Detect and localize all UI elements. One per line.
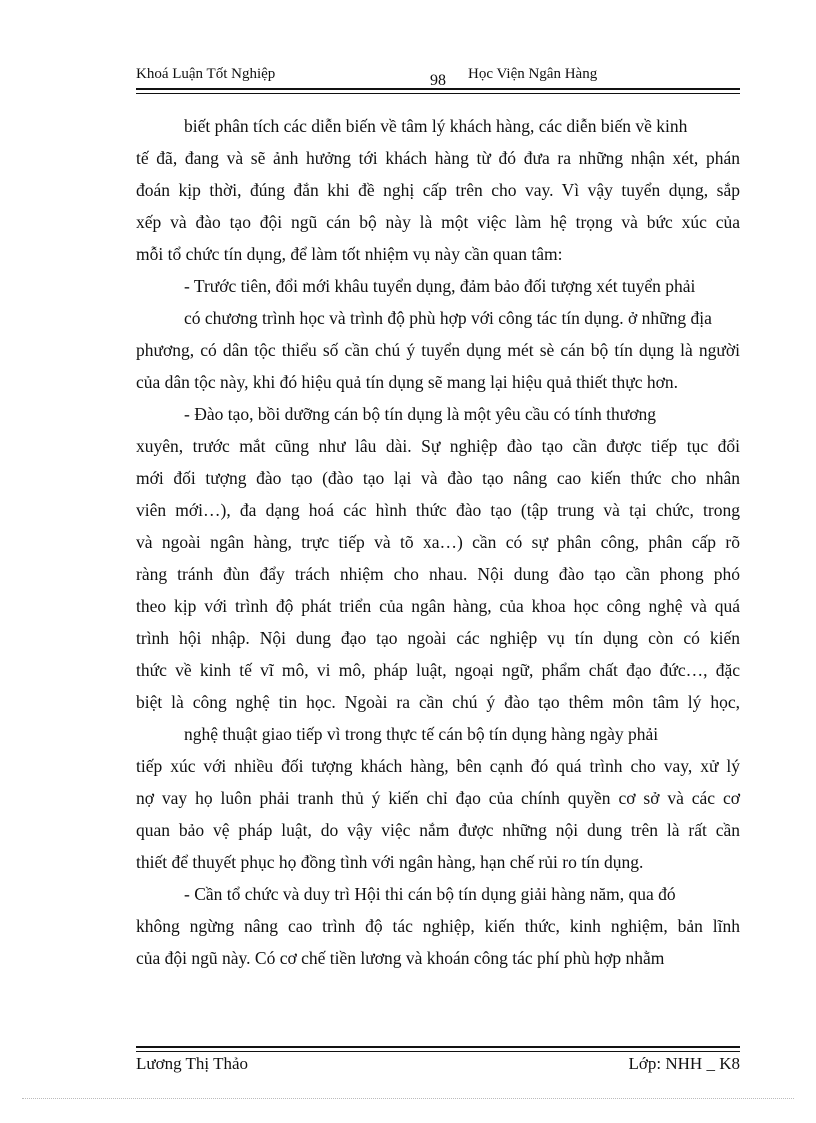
page-number: 98 <box>430 72 446 89</box>
text-line: và ngoài ngân hàng, trực tiếp và tõ xa…) cần có sự phân công, phân cấp rõ <box>136 532 740 552</box>
text-line: không ngừng nâng cao trình độ tác nghiệp, kiến thức, kinh nghiệm, bản lĩnh <box>136 916 740 936</box>
text-line: thức về kinh tế vĩ mô, vi mô, pháp luật, ngoại ngữ, phẩm chất đạo đức…, đặc <box>136 660 740 680</box>
text-line: phương, có dân tộc thiểu số cần chú ý tuyển dụng mét sè cán bộ tín dụng là người <box>136 340 740 360</box>
text-line: - Đào tạo, bồi dưỡng cán bộ tín dụng là một yêu cầu có tính thương <box>184 404 656 424</box>
text-line: - Cần tổ chức và duy trì Hội thi cán bộ tín dụng giải hàng năm, qua đó <box>184 884 676 904</box>
footer-class: Lớp: NHH _ K8 <box>628 1054 740 1073</box>
text-line: của dân tộc này, khi đó hiệu quả tín dụng sẽ mang lại hiệu quả thiết thực hơn. <box>136 372 678 392</box>
header-thesis-title: Khoá Luận Tốt Nghiệp <box>136 66 276 82</box>
text-line: xếp và đào tạo đội ngũ cán bộ này là một việc làm hệ trọng và bức xúc của <box>136 212 740 232</box>
text-line: ràng tránh đùn đẩy trách nhiệm cho nhau. Nội dung đào tạo cần phong phó <box>136 564 740 584</box>
header-divider <box>136 88 740 94</box>
page-footer <box>136 1054 740 1078</box>
text-line: đoán kịp thời, đúng đắn khi đề nghị cấp trên cho vay. Vì vậy tuyển dụng, sắp <box>136 180 740 200</box>
text-line: nghệ thuật giao tiếp vì trong thực tế cán bộ tín dụng hàng ngày phải <box>184 724 659 744</box>
footer-divider <box>136 1046 740 1052</box>
text-line: mới đối tượng đào tạo (đào tạo lại và đào tạo nâng cao kiến thức cho nhân <box>136 468 740 488</box>
text-line: biết phân tích các diễn biến về tâm lý khách hàng, các diễn biến về kinh <box>184 116 688 136</box>
text-line: tiếp xúc với nhiều đối tượng khách hàng, bên cạnh đó quá trình cho vay, xử lý <box>136 756 740 776</box>
text-line: tế đã, đang và sẽ ảnh hưởng tới khách hàng từ đó đưa ra những nhận xét, phán <box>136 148 740 168</box>
footer-author: Lương Thị Thảo <box>136 1054 249 1073</box>
text-line: mỗi tổ chức tín dụng, để làm tốt nhiệm vụ này cần quan tâm: <box>136 244 563 264</box>
text-line: trình hội nhập. Nội dung đạo tạo ngoài các nghiệp vụ tín dụng còn có kiến <box>136 628 740 648</box>
text-line: có chương trình học và trình độ phù hợp với công tác tín dụng. ở những địa <box>184 308 712 328</box>
text-line: viên mới…), đa dạng hoá các hình thức đào tạo (tập trung và tại chức, trong <box>136 500 740 520</box>
text-line: nợ vay họ luôn phải tranh thủ ý kiến chỉ đạo của chính quyền cơ sở và các cơ <box>136 788 740 808</box>
page-edge-dotted-line <box>22 1098 794 1099</box>
text-line: biệt là công nghệ tin học. Ngoài ra cần chú ý đào tạo thêm môn tâm lý học, <box>136 692 740 712</box>
body-text <box>136 110 740 974</box>
text-line: - Trước tiên, đổi mới khâu tuyển dụng, đảm bảo đối tượng xét tuyển phải <box>184 276 696 296</box>
text-line: thiết để thuyết phục họ đồng tình với ngân hàng, hạn chế rủi ro tín dụng. <box>136 852 644 872</box>
page-header <box>136 62 740 89</box>
text-line: quan bảo vệ pháp luật, do vậy việc nắm được những nội dung trên là rất cần <box>136 820 740 840</box>
text-line: của đội ngũ này. Có cơ chế tiền lương và khoán công tác phí phù hợp nhằm <box>136 948 665 968</box>
text-line: xuyên, trước mắt cũng như lâu dài. Sự nghiệp đào tạo cần được tiếp tục đổi <box>136 436 740 456</box>
header-institution: Học Viện Ngân Hàng <box>468 66 598 82</box>
text-line: theo kịp với trình độ phát triển của ngân hàng, của khoa học công nghệ và quá <box>136 596 740 616</box>
